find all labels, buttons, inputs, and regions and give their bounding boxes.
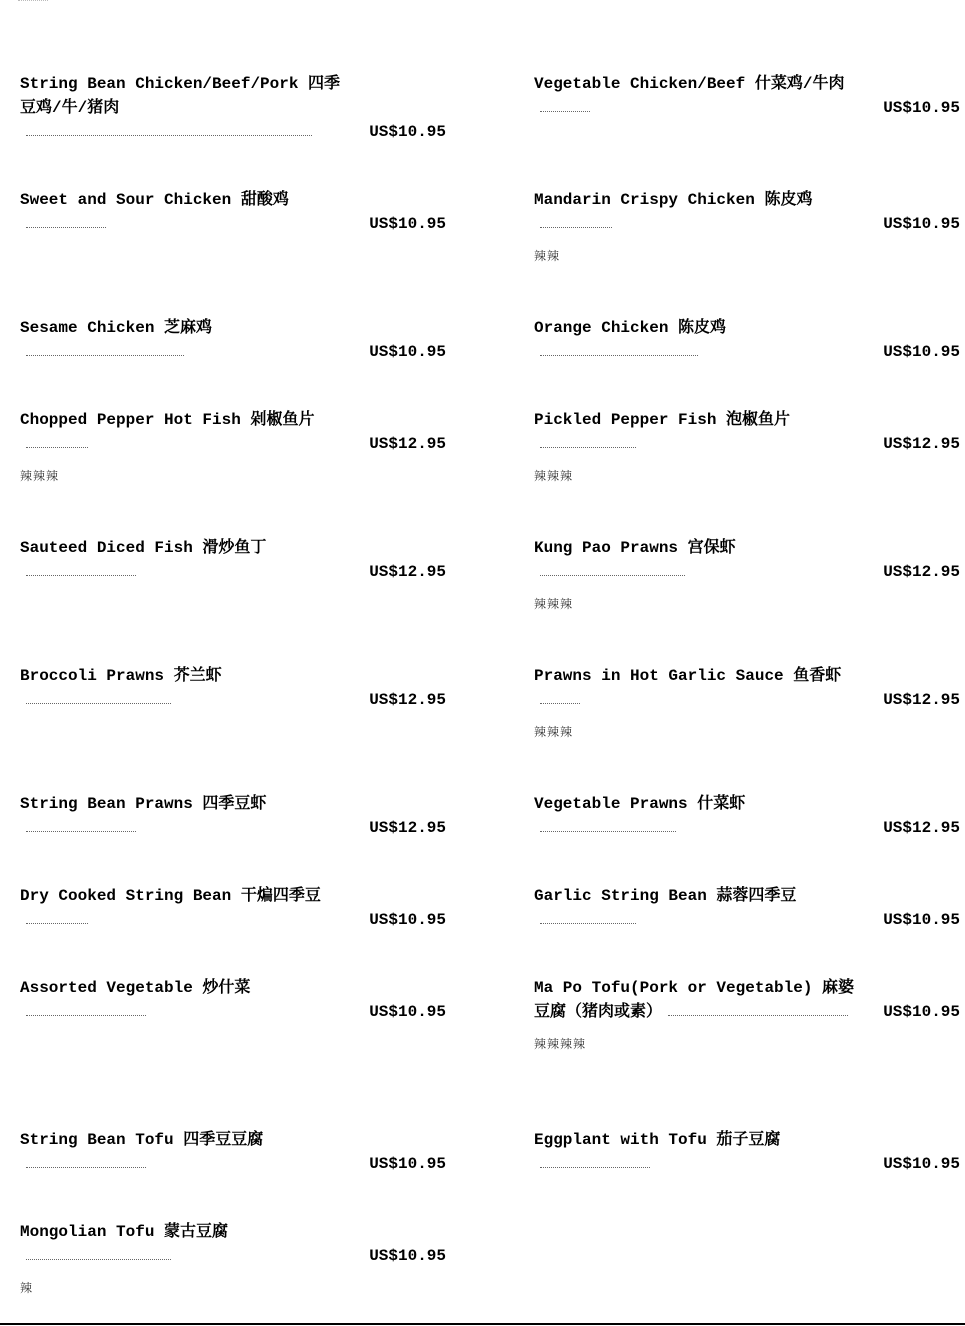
dotted-leader — [26, 1258, 171, 1260]
menu-item-price: US$12.95 — [369, 435, 446, 453]
menu-item-line — [534, 976, 960, 1024]
dotted-leader — [26, 226, 106, 228]
dotted-leader — [26, 134, 312, 136]
menu-item-name: Mandarin Crispy Chicken 陈皮鸡 — [534, 191, 813, 209]
bottom-divider — [0, 1323, 965, 1325]
menu-item — [534, 72, 960, 120]
menu-item-line — [20, 1220, 446, 1268]
dotted-leader — [540, 226, 612, 228]
menu-item-line — [534, 1128, 960, 1176]
menu-item — [534, 792, 960, 840]
menu-item-line — [20, 316, 446, 364]
dotted-leader — [26, 830, 136, 832]
menu-item-price: US$10.95 — [369, 1247, 446, 1265]
dotted-leader — [26, 1166, 146, 1168]
menu-item-price: US$12.95 — [369, 819, 446, 837]
menu-item — [20, 316, 446, 364]
dotted-leader — [540, 1166, 650, 1168]
dotted-leader — [26, 922, 88, 924]
menu-item-line — [20, 1128, 446, 1176]
menu-item-name: Dry Cooked String Bean 干煸四季豆 — [20, 887, 321, 905]
menu-item — [534, 316, 960, 364]
dotted-leader — [540, 702, 580, 704]
menu-item-price: US$10.95 — [883, 99, 960, 117]
menu-item-name: Mongolian Tofu 蒙古豆腐 — [20, 1223, 229, 1241]
menu-item — [20, 884, 446, 932]
menu-item-price: US$10.95 — [883, 911, 960, 929]
menu-item-price: US$10.95 — [369, 215, 446, 233]
menu-item — [20, 1220, 446, 1297]
menu-item-name: Broccoli Prawns 芥兰虾 — [20, 667, 222, 685]
menu-item-line — [534, 664, 960, 712]
menu-item — [534, 188, 960, 265]
spicy-level-note: 辣辣辣 — [534, 470, 574, 484]
dotted-leader — [540, 354, 698, 356]
menu-item-line — [20, 884, 446, 932]
menu-item-price: US$10.95 — [883, 215, 960, 233]
menu-item — [20, 536, 446, 584]
menu-item — [20, 72, 446, 144]
menu-item-line — [534, 884, 960, 932]
menu-item-name: Eggplant with Tofu 茄子豆腐 — [534, 1131, 781, 1149]
dotted-leader — [26, 702, 171, 704]
menu-item-line — [20, 188, 446, 236]
menu-item-name: Sauteed Diced Fish 滑炒鱼丁 — [20, 539, 267, 557]
menu-item-price: US$12.95 — [369, 691, 446, 709]
menu-item-price: US$10.95 — [883, 1155, 960, 1173]
spicy-level-note: 辣 — [20, 1282, 34, 1296]
menu-item-line — [534, 792, 960, 840]
menu-item-name: Orange Chicken 陈皮鸡 — [534, 319, 727, 337]
menu-item — [20, 976, 446, 1024]
menu-item — [534, 664, 960, 741]
menu-item — [534, 408, 960, 485]
spicy-level-note: 辣辣 — [534, 250, 561, 264]
menu-item — [534, 536, 960, 613]
spicy-level-note: 辣辣辣辣 — [534, 1038, 587, 1052]
menu-item-name: String Bean Chicken/Beef/Pork 四季豆鸡/牛/猪肉 — [20, 75, 341, 117]
menu-item-price: US$10.95 — [369, 911, 446, 929]
menu-item-name: Pickled Pepper Fish 泡椒鱼片 — [534, 411, 791, 429]
menu-item-price: US$12.95 — [883, 691, 960, 709]
menu-item — [20, 792, 446, 840]
menu-item — [20, 1128, 446, 1176]
menu-item-line — [20, 408, 446, 456]
menu-item-name: Sesame Chicken 芝麻鸡 — [20, 319, 213, 337]
dotted-leader — [26, 1014, 146, 1016]
menu-item-name: String Bean Prawns 四季豆虾 — [20, 795, 267, 813]
menu-item-name: Sweet and Sour Chicken 甜酸鸡 — [20, 191, 289, 209]
menu-item-price: US$12.95 — [369, 563, 446, 581]
menu-item-name: Vegetable Prawns 什菜虾 — [534, 795, 746, 813]
spicy-level-note: 辣辣辣 — [534, 598, 574, 612]
menu-item-price: US$10.95 — [369, 123, 446, 141]
menu-item-price: US$12.95 — [883, 819, 960, 837]
menu-item-name: Kung Pao Prawns 宫保虾 — [534, 539, 736, 557]
menu-item-price: US$10.95 — [369, 1003, 446, 1021]
menu-item-name: Prawns in Hot Garlic Sauce 鱼香虾 — [534, 667, 842, 685]
dotted-leader — [540, 922, 636, 924]
dotted-leader — [540, 446, 636, 448]
menu-item-price: US$10.95 — [883, 1003, 960, 1021]
menu-item-price: US$12.95 — [883, 563, 960, 581]
dotted-leader — [26, 354, 184, 356]
spicy-level-note: 辣辣辣 — [20, 470, 60, 484]
dotted-leader — [540, 574, 685, 576]
menu-item-line — [20, 72, 446, 144]
menu-item-line — [534, 188, 960, 236]
dotted-leader — [668, 1014, 848, 1016]
menu-item-line — [534, 536, 960, 584]
menu-item-line — [534, 316, 960, 364]
menu-item-price: US$10.95 — [369, 343, 446, 361]
menu-item-name: Assorted Vegetable 炒什菜 — [20, 979, 251, 997]
menu-item-line — [20, 792, 446, 840]
menu-item-name: Ma Po Tofu(Pork or Vegetable) 麻婆豆腐（猪肉或素） — [534, 979, 855, 1021]
menu-item-line — [20, 664, 446, 712]
dotted-leader — [26, 446, 88, 448]
menu-item — [534, 884, 960, 932]
spicy-level-note: 辣辣辣 — [534, 726, 574, 740]
menu-item-line — [534, 408, 960, 456]
menu-item-price: US$10.95 — [883, 343, 960, 361]
menu-item — [534, 1128, 960, 1176]
menu-item-line — [20, 976, 446, 1024]
menu-item-name: String Bean Tofu 四季豆豆腐 — [20, 1131, 264, 1149]
menu-item — [534, 976, 960, 1053]
menu-item-name: Chopped Pepper Hot Fish 剁椒鱼片 — [20, 411, 315, 429]
menu-item-name: Garlic String Bean 蒜蓉四季豆 — [534, 887, 797, 905]
menu-item-price: US$10.95 — [369, 1155, 446, 1173]
menu-item-name: Vegetable Chicken/Beef 什菜鸡/牛肉 — [534, 75, 845, 93]
menu-item — [20, 664, 446, 712]
dotted-leader — [26, 574, 136, 576]
menu-item — [20, 188, 446, 236]
dotted-leader — [540, 830, 676, 832]
menu-item — [20, 408, 446, 485]
menu — [20, 0, 960, 1326]
menu-item-line — [534, 72, 960, 120]
menu-item-price: US$12.95 — [883, 435, 960, 453]
menu-item-line — [20, 536, 446, 584]
dotted-leader — [540, 110, 590, 112]
